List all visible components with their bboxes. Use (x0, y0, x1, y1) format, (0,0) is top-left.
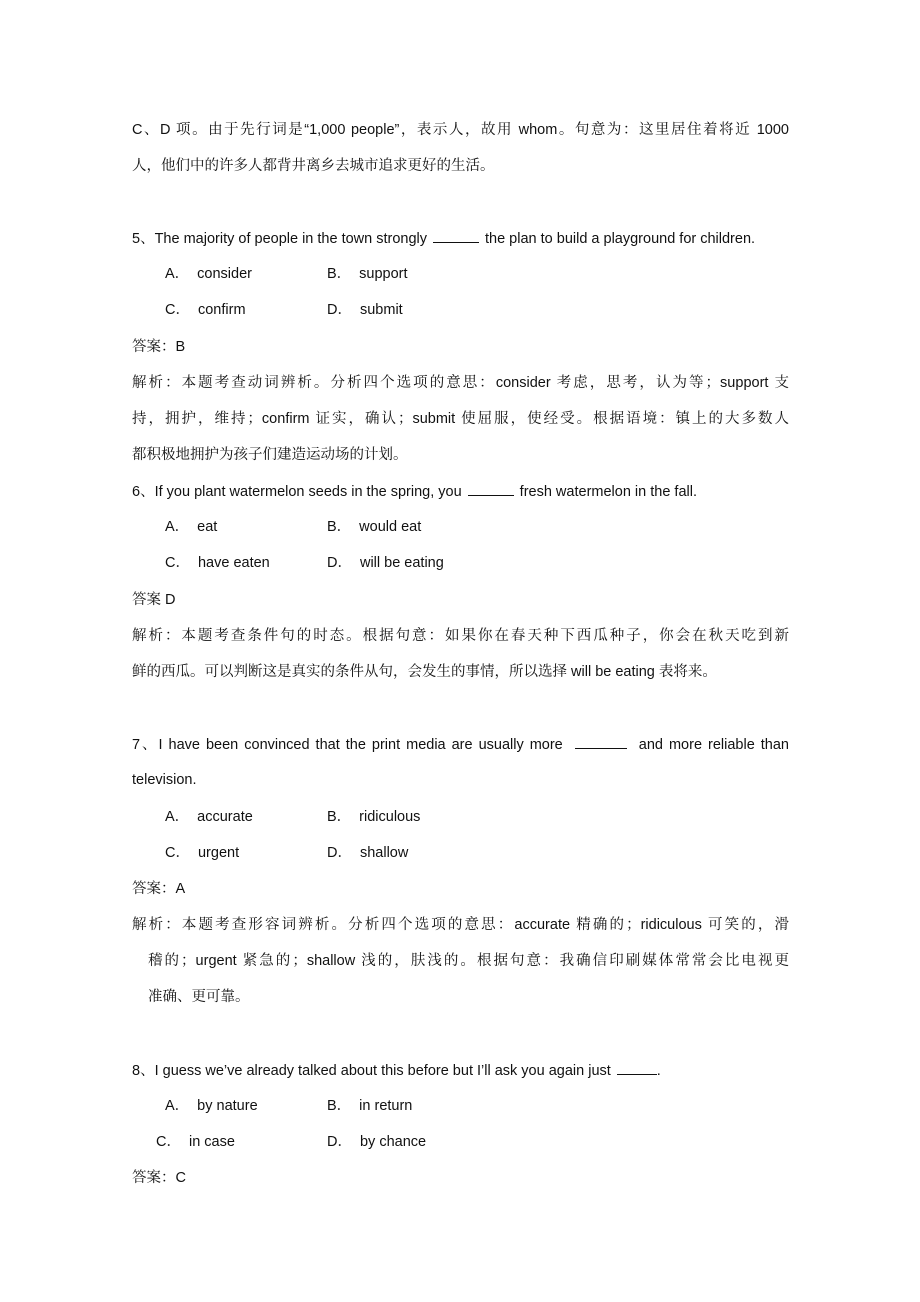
option-c: C． have eaten (165, 555, 270, 571)
answer-blank (468, 481, 514, 496)
answer-blank (617, 1060, 657, 1075)
option-a: A． consider (165, 266, 252, 282)
stem-before: The majority of people in the town strongly (154, 231, 427, 247)
stem-before: I have been convinced that the print media are usually more (158, 737, 563, 753)
option-a: A． by nature (165, 1098, 258, 1114)
option-b: B． support (327, 266, 408, 282)
stem-after: . (656, 1063, 661, 1079)
question-number: 7、 (132, 737, 159, 753)
analysis-line: 稽的；urgent 紧急的；shallow 浅的，肤浅的。根据句意：我确信印刷媒体常常会比电视更 (148, 953, 789, 969)
question-5-stem (132, 228, 755, 248)
analysis-line: 解析：本题考查条件句的时态。根据句意：如果你在春天种下西瓜种子，你会在秋天吃到新 (132, 628, 789, 644)
analysis-line: 持，拥护，维持；confirm 证实，确认；submit 使屈服，使经受。根据语境：镇上的大多数人 (132, 411, 789, 427)
stem-after: fresh watermelon in the fall. (519, 484, 697, 500)
option-d: D． submit (327, 302, 403, 318)
option-a: A． eat (165, 519, 218, 535)
question-number: 8、 (132, 1063, 155, 1079)
analysis-line: 鲜的西瓜。可以判断这是真实的条件从句，会发生的事情，所以选择 will be eating 表将来。 (132, 664, 717, 680)
stem-after: the plan to build a playground for children. (485, 231, 756, 247)
option-b: B． ridiculous (327, 809, 421, 825)
option-d: D． will be eating (327, 555, 444, 571)
analysis-line: 准确、更可靠。 (148, 989, 250, 1005)
question-8-stem (132, 1060, 661, 1080)
answer-line: 答案：C (132, 1170, 186, 1186)
option-d: D． by chance (327, 1134, 427, 1150)
stem-before: I guess we’ve already talked about this before but I’ll ask you again just (154, 1063, 611, 1079)
analysis-line: 解析：本题考查形容词辨析。分析四个选项的意思：accurate 精确的；ridiculous 可笑的，滑 (132, 917, 789, 933)
answer-line: 答案：A (132, 881, 186, 897)
intro-line-2: 人，他们中的许多人都背井离乡去城市追求更好的生活。 (132, 158, 495, 174)
question-7-stem (132, 734, 789, 754)
option-a: A． accurate (165, 809, 253, 825)
stem-after: and more reliable than (638, 737, 789, 753)
option-b: B． in return (327, 1098, 413, 1114)
option-c: C． in case (156, 1134, 235, 1150)
intro-line-1: C、D 项。由于先行词是“1,000 people”，表示人，故用 whom。句意为：这里居住着将近 1000 (132, 122, 789, 138)
question-6-stem (132, 481, 697, 501)
answer-blank (433, 228, 479, 243)
answer-line: 答案：B (132, 339, 186, 355)
option-d: D． shallow (327, 845, 409, 861)
stem-before: If you plant watermelon seeds in the spring, you (154, 484, 462, 500)
option-c: C． urgent (165, 845, 240, 861)
question-number: 5、 (132, 231, 155, 247)
analysis-line: 解析：本题考查动词辨析。分析四个选项的意思：consider 考虑，思考，认为等；support 支 (132, 375, 789, 391)
answer-line: 答案 D (132, 592, 176, 608)
analysis-line: 都积极地拥护为孩子们建造运动场的计划。 (132, 447, 408, 463)
answer-blank (575, 734, 627, 749)
option-b: B． would eat (327, 519, 422, 535)
question-number: 6、 (132, 484, 155, 500)
option-c: C． confirm (165, 302, 246, 318)
question-7-stem-line-2: television. (132, 772, 197, 788)
